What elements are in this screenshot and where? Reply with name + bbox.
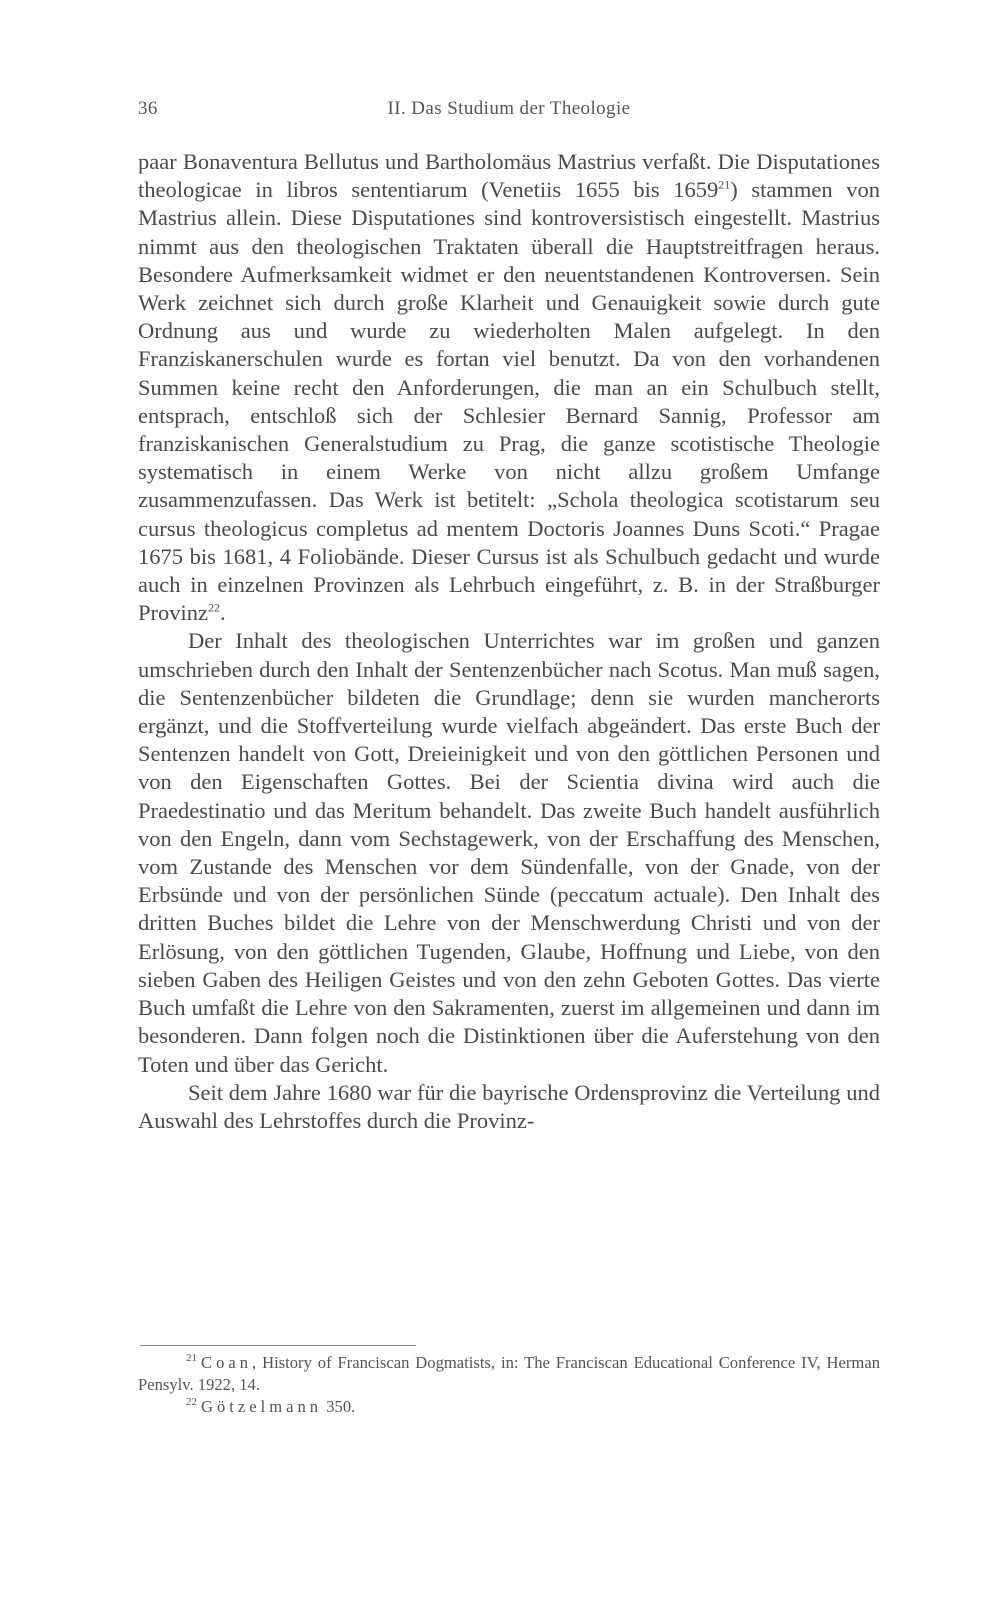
footnote-text: , History of Franciscan Dogmatists, in: The Franciscan Educational Conference IV, Herman Pensylv. 1922, 14. xyxy=(138,1353,880,1394)
footnote-author: Coan xyxy=(201,1353,253,1372)
footnote-text: 350. xyxy=(322,1397,356,1416)
footnote-divider xyxy=(140,1345,416,1346)
running-title: II. Das Studium der Theologie xyxy=(387,98,631,119)
footnotes xyxy=(138,1352,880,1418)
footnote-mark: 22 xyxy=(186,1396,197,1409)
body-text xyxy=(138,148,880,1135)
page-number: 36 xyxy=(138,98,158,119)
paragraph-2: Der Inhalt des theologischen Unterrichtes war im großen und ganzen umschrieben durch den Inhalt der Sentenzenbücher nach Scotus. Man muß sagen, die Sentenzenbücher bildeten die Grundlage; denn sie wurden mancherorts ergänzt, und die Stoffverteilung wurde vielfach abgeändert. Das erste Buch der Sentenzen handelt von Gott, Dreieinigkeit und von den göttlichen Personen und von den Eigenschaften Gottes. Bei der Scientia divina wird auch die Praedestinatio und das Meritum behandelt. Das zweite Buch handelt ausführlich von den Engeln, dann vom Sechstagewerk, von der Erschaffung des Menschen, vom Zustande des Menschen vor dem Sündenfalle, von der Gnade, von der Erbsünde und von der persönlichen Sünde (peccatum actuale). Den Inhalt des dritten Buches bildet die Lehre von der Menschwerdung Christi und von der Erlösung, von den göttlichen Tugenden, Glaube, Hoffnung und Liebe, von den sieben Gaben des Heiligen Geistes und von den zehn Geboten Gottes. Das vierte Buch umfaßt die Lehre von den Sakramenten, zuerst im allgemeinen und dann im besonderen. Dann folgen noch die Distinktionen über die Auferstehung von den Toten und über das Gericht. xyxy=(138,628,880,1077)
paragraph-3: Seit dem Jahre 1680 war für die bayrische Ordensprovinz die Verteilung und Auswahl des Lehrstoffes durch die Provinz- xyxy=(138,1079,880,1133)
paragraph-1-part-c: . xyxy=(220,600,226,626)
footnote-21 xyxy=(138,1352,880,1396)
paragraph-1-part-b: ) stammen von Mastrius allein. Diese Disputationes sind kontroversistisch eingestellt. Mastrius nimmt aus den theologischen Traktaten überall die Hauptstreitfragen heraus. Besondere Aufmerksamkeit widmet er den neuentstandenen Kontroversen. Sein Werk zeichnet sich durch große Klarheit und Genauigkeit sowie durch gute Ordnung aus und wurde zu wiederholten Malen aufgelegt. In den Franziskanerschulen wurde es fortan viel benutzt. Da von den vorhandenen Summen keine recht den Anforderungen, die man an ein Schulbuch stellt, entsprach, entschloß sich der Schlesier Bernard Sannig, Professor am franziskanischen Generalstudium zu Prag, die ganze scotistische Theologie systematisch in einem Werke von nicht allzu großem Umfange zusammenzufassen. Das Werk ist betitelt: „Schola theologica scotistarum seu cursus theologicus completus ad mentem Doctoris Joannes Duns Scoti.“ Pragae 1675 bis 1681, 4 Foliobände. Dieser Cursus ist als Schulbuch gedacht und wurde auch in einzelnen Provinzen als Lehrbuch eingeführt, z. B. in der Straßburger Provinz xyxy=(138,177,881,626)
page-header xyxy=(138,98,880,128)
paragraph-1 xyxy=(138,148,880,627)
footnote-reference-21: 21 xyxy=(718,177,731,192)
footnote-mark: 21 xyxy=(186,1352,197,1365)
footnote-reference-22: 22 xyxy=(208,600,220,615)
footnote-author: Götzelmann xyxy=(201,1397,323,1416)
footnote-22 xyxy=(138,1396,880,1418)
paragraph-1-part-a: paar Bonaventura Bellutus und Bartholomäus Mastrius verfaßt. Die Disputationes theologicae in libros sententiarum (Venetiis 1655 bis 1659 xyxy=(138,149,880,203)
